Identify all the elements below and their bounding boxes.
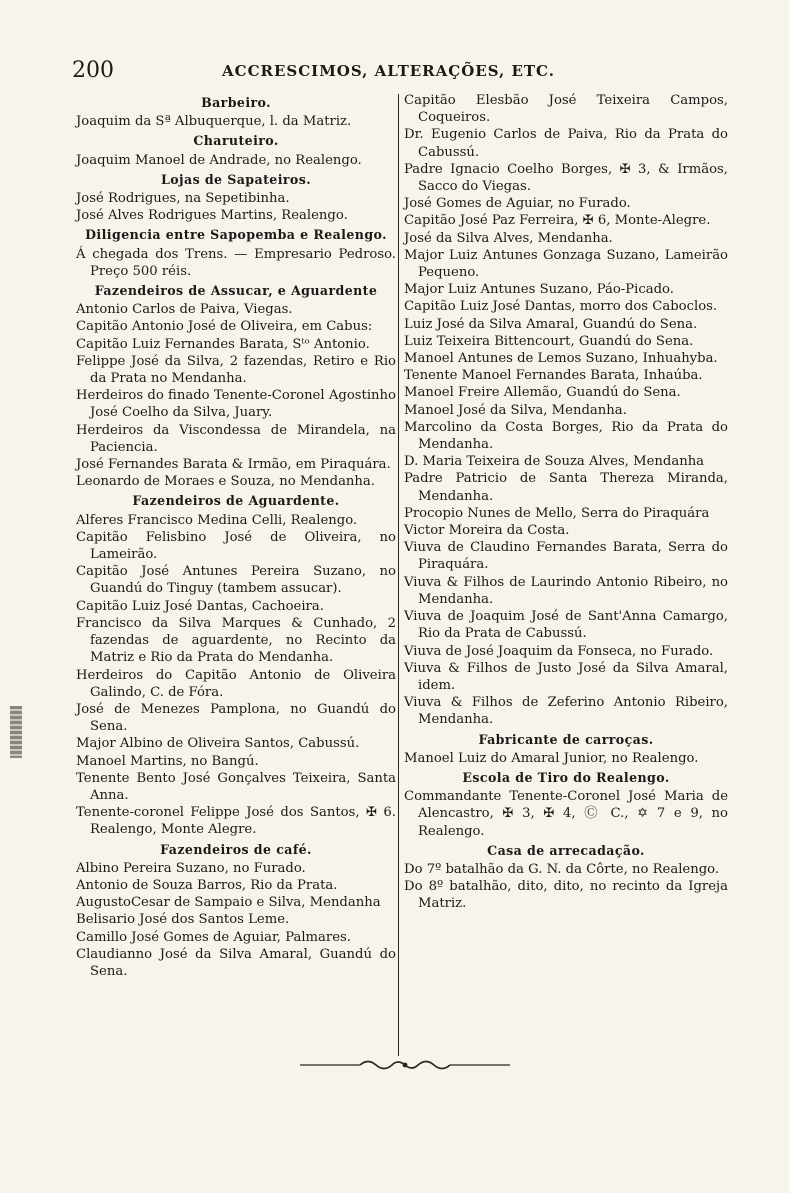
directory-entry: Alferes Francisco Medina Celli, Realengo. [76, 512, 358, 528]
directory-entry: Felippe José da Silva, 2 fazendas, Retiro e Rio da Prata no Mendanha. [76, 353, 396, 387]
directory-entry: Viuva & Filhos de Justo José da Silva Amaral, idem. [404, 660, 728, 693]
directory-entry: José da Silva Alves, Mendanha. [404, 230, 613, 246]
directory-entry: D. Maria Teixeira de Souza Alves, Mendanha [404, 454, 705, 470]
directory-entry: Herdeiros do Capitão Antonio de Oliveira Galindo, C. de Fóra. [76, 667, 396, 700]
decorative-ornament-icon [300, 1058, 510, 1072]
directory-entry: Viuva de Joaquim José de Sant'Anna Camargo, Rio da Prata de Cabussú. [404, 609, 728, 642]
directory-entry: Manoel Freire Allemão, Guandú do Sena. [404, 385, 681, 401]
directory-entry: Viuva de José Joaquim da Fonseca, no Furado. [404, 643, 714, 659]
directory-entry: Viuva de Claudino Fernandes Barata, Serra do Piraquára. [404, 540, 728, 573]
directory-entry: Leonardo de Moraes e Souza, no Mendanha. [76, 474, 375, 490]
directory-entry: Antonio de Souza Barros, Rio da Prata. [76, 877, 338, 893]
section-heading: Casa de arrecadação. [487, 842, 645, 858]
section-heading: Fazendeiros de Aguardente. [132, 493, 340, 509]
directory-entry: Claudianno José da Silva Amaral, Guandú do Sena. [76, 946, 396, 979]
directory-entry: Capitão Elesbão José Teixeira Campos, Coqueiros. [404, 93, 728, 126]
section-heading: Fazendeiros de Assucar, e Aguardente [94, 283, 378, 299]
section-heading: Escola de Tiro do Realengo. [462, 769, 670, 785]
directory-entry: Viuva & Filhos de Laurindo Antonio Ribeiro, no Mendanha. [404, 574, 728, 607]
directory-entry: Marcolino da Costa Borges, Rio da Prata do Mendanha. [404, 419, 728, 453]
directory-entry: Herdeiros do finado Tenente-Coronel Agostinho José Coelho da Silva, Juary. [76, 388, 396, 421]
directory-entry: Albino Pereira Suzano, no Furado. [76, 860, 306, 876]
directory-entry: Do 7º batalhão da G. N. da Côrte, no Realengo. [404, 861, 720, 877]
directory-entry: Tenente-coronel Felippe José dos Santos, ✠ 6. Realengo, Monte Alegre. [76, 805, 396, 838]
directory-entry: Luiz José da Silva Amaral, Guandú do Sena. [404, 316, 698, 332]
directory-entry: Capitão Antonio José de Oliveira, em Cabus: [76, 319, 373, 335]
directory-entry: Camillo José Gomes de Aguiar, Palmares. [76, 929, 351, 945]
directory-entry: Tenente Bento José Gonçalves Teixeira, Santa Anna. [76, 770, 396, 803]
directory-entry: Tenente Manoel Fernandes Barata, Inhaúba. [404, 368, 703, 384]
section-heading: Fabricante de carroças. [478, 731, 654, 747]
directory-entry: José Fernandes Barata & Irmão, em Piraquára. [76, 457, 391, 473]
directory-entry: Commandante Tenente-Coronel José Maria de Alencastro, ✠ 3, ✠ 4, Ⓒ C., ✡ 7 e 9, no Realengo. [404, 789, 728, 839]
directory-entry: Á chegada dos Trens. — Empresario Pedroso. Preço 500 réis. [76, 246, 396, 279]
directory-entry: Herdeiros da Viscondessa de Mirandela, na Paciencia. [76, 422, 396, 455]
directory-entry: Francisco da Silva Marques & Cunhado, 2 fazendas de aguardente, no Recinto da Matriz e Rio da Prata do Mendanha. [76, 615, 396, 666]
directory-entry: Capitão Felisbino José de Oliveira, no Lameirão. [76, 529, 396, 563]
page-edge-mark [10, 706, 22, 758]
directory-entry: Viuva & Filhos de Zeferino Antonio Ribeiro, Mendanha. [404, 695, 728, 728]
page-number: 200 [72, 58, 114, 83]
directory-entry: Dr. Eugenio Carlos de Paiva, Rio da Prata do Cabussú. [404, 127, 728, 160]
section-heading: Diligencia entre Sapopemba e Realengo. [85, 227, 387, 243]
directory-entry: Capitão José Paz Ferreira, ✠ 6, Monte-Alegre. [404, 213, 711, 229]
directory-entry: Manoel Martins, no Bangú. [76, 753, 259, 769]
directory-entry: Joaquim Manoel de Andrade, no Realengo. [76, 152, 362, 168]
directory-entry: José Alves Rodrigues Martins, Realengo. [76, 208, 348, 224]
section-heading: Fazendeiros de café. [160, 841, 312, 857]
section-heading: Lojas de Sapateiros. [161, 171, 311, 187]
directory-entry: Capitão Luiz Fernandes Barata, Sᵗᵒ Antonio. [76, 336, 370, 352]
directory-entry: AugustoCesar de Sampaio e Silva, Mendanha [76, 895, 381, 911]
left-column [76, 92, 396, 980]
directory-entry: Manoel José da Silva, Mendanha. [404, 402, 627, 418]
directory-entry: Capitão Luiz José Dantas, Cachoeira. [76, 598, 324, 614]
directory-entry: Capitão Luiz José Dantas, morro dos Caboclos. [404, 299, 718, 315]
directory-entry: Luiz Teixeira Bittencourt, Guandú do Sena. [404, 333, 694, 349]
directory-entry: José Gomes de Aguiar, no Furado. [404, 196, 631, 212]
right-column [404, 92, 728, 913]
running-title: ACCRESCIMOS, ALTERAÇÕES, ETC. [222, 62, 555, 80]
directory-entry: Manoel Antunes de Lemos Suzano, Inhuahyba. [404, 351, 718, 367]
directory-entry: Joaquim da Sª Albuquerque, l. da Matriz. [76, 114, 352, 130]
directory-entry: Padre Ignacio Coelho Borges, ✠ 3, & Irmãos, Sacco do Viegas. [404, 161, 728, 195]
directory-entry: Procopio Nunes de Mello, Serra do Piraquára [404, 505, 710, 521]
directory-entry: José Rodrigues, na Sepetibinha. [76, 191, 290, 207]
directory-entry: Belisario José dos Santos Leme. [76, 912, 290, 928]
directory-entry: Major Luiz Antunes Gonzaga Suzano, Lameirão Pequeno. [404, 247, 728, 281]
section-heading: Barbeiro. [201, 95, 271, 110]
directory-entry: Do 8º batalhão, dito, dito, no recinto da Igreja Matriz. [404, 879, 728, 912]
directory-entry: Padre Patricio de Santa Thereza Miranda, Mendanha. [404, 471, 728, 504]
directory-entry: Victor Moreira da Costa. [404, 523, 570, 539]
directory-entry: Major Albino de Oliveira Santos, Cabussú. [76, 736, 360, 752]
directory-entry: Capitão José Antunes Pereira Suzano, no Guandú do Tinguy (tambem assucar). [76, 564, 396, 597]
column-divider [398, 94, 399, 1056]
directory-entry: Antonio Carlos de Paiva, Viegas. [76, 302, 293, 318]
page-header [72, 58, 732, 86]
directory-entry: José de Menezes Pamplona, no Guandú do Sena. [76, 701, 396, 735]
directory-entry: Major Luiz Antunes Suzano, Páo-Picado. [404, 282, 674, 298]
directory-entry: Manoel Luiz do Amaral Junior, no Realengo. [404, 750, 699, 766]
section-heading: Charuteiro. [193, 133, 279, 149]
